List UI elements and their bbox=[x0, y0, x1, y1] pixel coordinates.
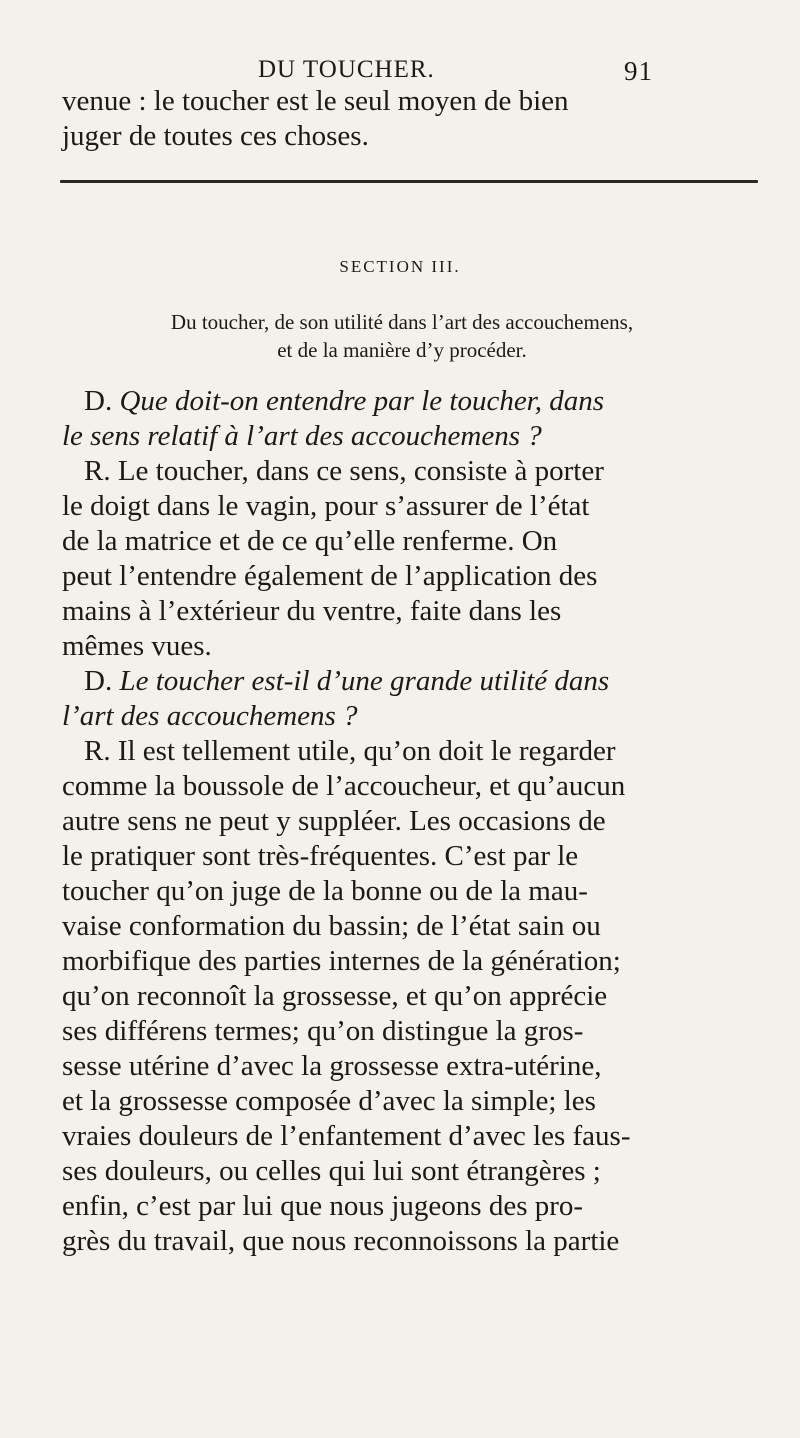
answer-label: R. bbox=[84, 455, 111, 487]
question-label: D. bbox=[84, 385, 113, 417]
subtitle-line: Du toucher, de son utilité dans l’art des accouchemens, bbox=[170, 310, 634, 334]
subtitle-line: et de la manière d’y procéder. bbox=[277, 338, 527, 362]
question-2 bbox=[62, 664, 742, 734]
answer-text: autre sens ne peut y suppléer. Les occasions de bbox=[62, 805, 606, 837]
answer-text: le doigt dans le vagin, pour s’assurer de l’état bbox=[62, 490, 590, 522]
question-1 bbox=[62, 384, 742, 454]
answer-text: peut l’entendre également de l’application des bbox=[62, 560, 598, 592]
page-number: 91 bbox=[624, 56, 653, 86]
answer-1 bbox=[62, 454, 742, 664]
text-line bbox=[62, 454, 742, 489]
question-text: l’art des accouchemens ? bbox=[62, 700, 358, 732]
section-title: SECTION III. bbox=[339, 257, 461, 276]
answer-text: qu’on reconnoît la grossesse, et qu’on apprécie bbox=[62, 980, 608, 1012]
answer-text: vraies douleurs de l’enfantement d’avec les faus- bbox=[62, 1120, 631, 1152]
answer-text: mains à l’extérieur du ventre, faite dans les bbox=[62, 595, 562, 627]
text-line: venue : le toucher est le seul moyen de bien bbox=[62, 85, 569, 117]
text-line bbox=[62, 384, 742, 419]
answer-text: grès du travail, que nous reconnoissons la partie bbox=[62, 1225, 620, 1257]
answer-text: et la grossesse composée d’avec la simple; les bbox=[62, 1085, 596, 1117]
answer-text: de la matrice et de ce qu’elle renferme. On bbox=[62, 525, 558, 557]
answer-text: morbifique des parties internes de la génération; bbox=[62, 945, 621, 977]
intro-paragraph bbox=[62, 84, 742, 154]
answer-label: R. bbox=[84, 735, 111, 767]
answer-text: sesse utérine d’avec la grossesse extra-utérine, bbox=[62, 1050, 602, 1082]
answer-text: enfin, c’est par lui que nous jugeons des pro- bbox=[62, 1190, 584, 1222]
answer-text: vaise conformation du bassin; de l’état sain ou bbox=[62, 910, 601, 942]
question-text: Que doit-on entendre par le toucher, dans bbox=[119, 385, 605, 417]
running-header bbox=[258, 56, 658, 84]
section-divider bbox=[60, 180, 758, 183]
answer-text: comme la boussole de l’accoucheur, et qu’aucun bbox=[62, 770, 626, 802]
text-line bbox=[62, 734, 742, 769]
question-text: le sens relatif à l’art des accouchemens ? bbox=[62, 420, 542, 452]
answer-text: Il est tellement utile, qu’on doit le regarder bbox=[117, 735, 616, 767]
answer-text: ses douleurs, ou celles qui lui sont étrangères ; bbox=[62, 1155, 601, 1187]
question-text: Le toucher est-il d’une grande utilité dans bbox=[119, 665, 610, 697]
question-label: D. bbox=[84, 665, 113, 697]
answer-text: Le toucher, dans ce sens, consiste à porter bbox=[117, 455, 604, 487]
answer-text: ses différens termes; qu’on distingue la gros- bbox=[62, 1015, 584, 1047]
running-title: DU TOUCHER. bbox=[258, 56, 435, 83]
answer-text: mêmes vues. bbox=[62, 630, 212, 662]
question-answer-block bbox=[62, 384, 742, 1259]
section-subtitle bbox=[62, 308, 742, 364]
text-line: juger de toutes ces choses. bbox=[62, 120, 369, 152]
text-line bbox=[62, 664, 742, 699]
answer-text: toucher qu’on juge de la bonne ou de la mau- bbox=[62, 875, 588, 907]
answer-2 bbox=[62, 734, 742, 1259]
answer-text: le pratiquer sont très-fréquentes. C’est par le bbox=[62, 840, 579, 872]
